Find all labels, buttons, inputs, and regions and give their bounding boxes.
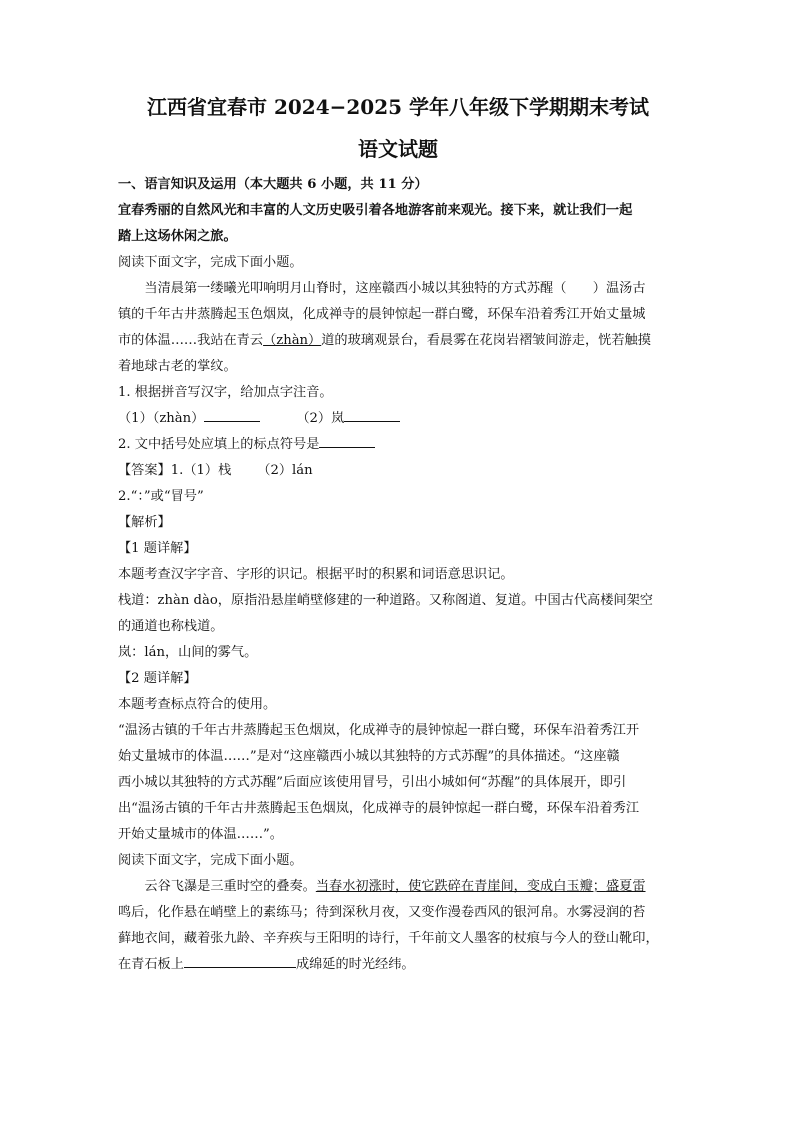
passage-text: 市的体温……我站在青云 <box>118 333 264 348</box>
answer-label: 【答案】 <box>118 463 171 478</box>
passage-text: 云谷飞瀑是三重时空的叠奏。 <box>144 879 316 894</box>
intro-line: 宜春秀丽的自然风光和丰富的人文历史吸引着各地游客前来观光。接下来，就让我们一起 <box>118 203 633 218</box>
detail-1-text: 栈道：zhàn dào，原指沿悬崖峭壁修建的一种道路。又称阁道、复道。中国古代高楼间架空 <box>118 593 653 608</box>
question-2-text: 2. 文中括号处应填上的标点符号是 <box>118 437 320 452</box>
detail-1-text: 的通道也称栈道。 <box>118 619 224 634</box>
q1-part1-blank <box>204 407 260 422</box>
question-2 <box>118 432 678 458</box>
analysis-label: 【解析】 <box>118 515 171 530</box>
question-1: 1. 根据拼音写汉字，给加点字注音。 <box>118 385 333 400</box>
instruction: 阅读下面文字，完成下面小题。 <box>118 853 303 868</box>
detail-1-label: 【1 题详解】 <box>118 541 197 556</box>
passage-line <box>118 328 678 354</box>
underlined-sentence: 当春水初涨时，使它跌碎在青崖间，变成白玉瓣； <box>315 879 606 894</box>
answer-2: 2.“：”或“冒号” <box>118 489 204 504</box>
q1-part2-blank <box>344 407 400 422</box>
q2-blank <box>319 433 375 448</box>
fill-blank <box>184 953 296 968</box>
answer-1b: （2）lán <box>257 463 313 478</box>
q1-part1-label: （1）（zhàn） <box>118 411 205 426</box>
detail-2-text: 本题考查标点符合的使用。 <box>118 697 277 712</box>
passage-text: 道的玻璃观景台，看晨雾在花岗岩褶皱间游走，恍若触摸 <box>321 333 651 348</box>
detail-2-para: 出“温汤古镇的千年古井蒸腾起玉色烟岚，化成禅寺的晨钟惊起一群白鹭，环保车沿着秀江 <box>118 801 640 816</box>
pinyin-underlined: （zhàn） <box>263 333 322 348</box>
passage-line: 当清晨第一缕曦光叩响明月山脊时，这座赣西小城以其独特的方式苏醒（ ）温汤古 <box>144 281 646 296</box>
answer-1: 1.（1）栈 <box>170 463 232 478</box>
detail-2-para: “温汤古镇的千年古井蒸腾起玉色烟岚，化成禅寺的晨钟惊起一群白鹭，环保车沿着秀江开 <box>118 723 640 738</box>
passage-line <box>118 952 678 978</box>
answer-line <box>118 458 678 484</box>
passage-text: 成绵延的时光经纬。 <box>295 957 415 972</box>
question-1-parts <box>118 406 678 432</box>
passage-line: 鸣后，化作悬在峭壁上的素练马；待到深秋月夜，又变作漫卷西风的银河帛。水雾浸润的苔 <box>118 905 646 920</box>
detail-2-para: 西小城以其独特的方式苏醒”后面应该使用冒号，引出小城如何“苏醒”的具体展开，即引 <box>118 775 627 790</box>
underlined-sentence: 盛夏雷 <box>605 879 646 894</box>
passage-line: 着地球古老的掌纹。 <box>118 359 237 374</box>
exam-subtitle: 语文试题 <box>358 137 438 161</box>
intro-line: 踏上这场休闲之旅。 <box>118 229 237 244</box>
detail-2-para: 开始丈量城市的体温……”。 <box>118 827 283 842</box>
instruction: 阅读下面文字，完成下面小题。 <box>118 255 303 270</box>
exam-page <box>118 92 678 978</box>
detail-2-para: 始丈量城市的体温……”是对“这座赣西小城以其独特的方式苏醒”的具体描述。“这座赣 <box>118 749 620 764</box>
passage-text: 在青石板上 <box>118 957 184 972</box>
detail-1-text: 本题考查汉字字音、字形的识记。根据平时的积累和词语意思识记。 <box>118 567 514 582</box>
q1-part2-label: （2）岚 <box>296 411 345 426</box>
section-heading: 一、语言知识及运用（本大题共 6 小题，共 11 分） <box>118 177 428 192</box>
passage-line: 藓地衣间，藏着张九龄、辛弃疾与王阳明的诗行，千年前文人墨客的杖痕与今人的登山靴印， <box>118 931 659 946</box>
detail-1-text: 岚：lán，山间的雾气。 <box>118 645 258 660</box>
passage-line <box>118 874 678 900</box>
detail-2-label: 【2 题详解】 <box>118 671 197 686</box>
exam-title: 江西省宜春市 2024−2025 学年八年级下学期期末考试 <box>146 95 649 119</box>
passage-line: 镇的千年古井蒸腾起玉色烟岚，化成禅寺的晨钟惊起一群白鹭，环保车沿着秀江开始丈量城 <box>118 307 646 322</box>
